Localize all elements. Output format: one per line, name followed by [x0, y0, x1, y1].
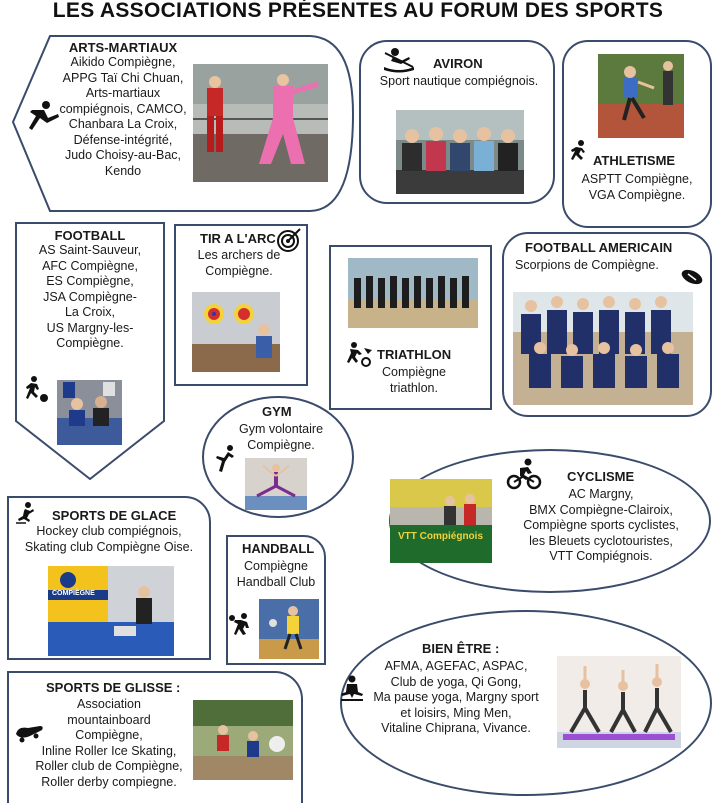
- bien-etre-line: Vitaline Chiprana, Vivance.: [381, 721, 531, 735]
- handball-line: Compiègne: [244, 559, 308, 573]
- sports-glisse-line: Inline Roller Ice Skating,: [41, 743, 177, 758]
- martial-arts-photo: [193, 64, 328, 182]
- archery-photo: [192, 292, 280, 372]
- meditation-icon: [339, 674, 365, 702]
- athletics-photo: [598, 54, 684, 138]
- arts-martiaux-line: compiégnois, CAMCO,: [59, 101, 187, 116]
- handball-photo: [259, 599, 319, 659]
- arts-martiaux-line: Arts-martiaux: [85, 86, 161, 100]
- sports-glisse-title: SPORTS DE GLISSE :: [46, 680, 181, 695]
- soccer-player-icon: [22, 376, 50, 404]
- football-line: ES Compiègne,: [46, 274, 134, 288]
- sports-glisse-line: Roller derby compiegne.: [41, 774, 177, 789]
- triathlon-title: TRIATHLON: [377, 347, 452, 362]
- bien-etre-line: AFMA, AGEFAC, ASPAC,: [384, 659, 528, 673]
- bien-etre-line: Ma pause yoga, Margny sport: [373, 690, 539, 704]
- karate-kick-icon: [26, 100, 60, 134]
- running-icon: [567, 140, 589, 162]
- sports-glisse-line: Compiègne,: [75, 728, 143, 742]
- football-americain-line: Scorpions de Compiègne.: [515, 258, 659, 272]
- cyclisme-line: BMX Compiègne-Clairoix,: [529, 502, 673, 517]
- triathlon-line: Compiègne: [382, 365, 446, 379]
- ice-sports-photo: [48, 566, 174, 656]
- aviron-title: AVIRON: [433, 56, 483, 71]
- rowing-photo: [396, 110, 524, 194]
- cyclisme-line: Compiègne sports cyclistes,: [523, 518, 679, 532]
- american-football-photo: [513, 292, 693, 405]
- handball-line: Handball Club: [236, 574, 316, 589]
- tir-arc-line: Compiègne.: [205, 263, 273, 278]
- football-title: FOOTBALL: [54, 228, 126, 243]
- sports-glisse-line: mountainboard: [67, 712, 151, 727]
- cyclisme-line: les Bleuets cyclotouristes,: [529, 533, 673, 548]
- sports-glace-title: SPORTS DE GLACE: [52, 508, 177, 523]
- football-line: AS Saint-Sauveur,: [38, 243, 142, 257]
- arts-martiaux-line: Judo Choisy-au-Bac,: [64, 148, 182, 162]
- football-photo: [57, 380, 122, 445]
- rowing-icon: [383, 47, 415, 73]
- sports-glisse-line: Association: [77, 697, 141, 711]
- arts-martiaux-line: APPG Taï Chi Chuan,: [62, 70, 184, 85]
- yoga-photo: [557, 656, 681, 748]
- athletisme-title: ATHLETISME: [593, 153, 676, 168]
- gym-title: GYM: [262, 404, 292, 419]
- cyclisme-title: CYCLISME: [567, 469, 635, 484]
- football-section: [20, 228, 160, 352]
- arts-martiaux-section: [48, 40, 198, 179]
- handball-title: HANDBALL: [242, 541, 315, 556]
- gymnastics-icon: [212, 444, 238, 474]
- handball-icon: [228, 612, 252, 640]
- arts-martiaux-line: Kendo: [104, 163, 142, 178]
- sports-glace-line: Hockey club compiégnois,: [36, 524, 182, 538]
- glace-banner-text: COMPIÈGNE: [52, 590, 95, 597]
- bien-etre-title: BIEN ÊTRE :: [422, 641, 500, 656]
- arts-martiaux-title: ARTS-MARTIAUX: [68, 40, 178, 55]
- cycling-banner-text: VTT Compiégnois: [398, 531, 483, 542]
- gliding-sports-photo: [193, 700, 293, 780]
- bien-etre-line: et loisirs, Ming Men,: [400, 705, 512, 720]
- arts-martiaux-line: Aikido Compiègne,: [70, 55, 176, 69]
- arts-martiaux-line: Défense-intégrité,: [73, 132, 173, 147]
- triathlon-photo: [348, 258, 478, 328]
- skateboard-icon: [14, 722, 44, 744]
- cyclist-icon: [506, 458, 542, 490]
- ice-skater-icon: [14, 502, 36, 524]
- football-line: La Croix,: [64, 305, 116, 319]
- aviron-line: Sport nautique compiégnois.: [379, 74, 539, 88]
- football-line: JSA Compiègne-: [43, 289, 137, 304]
- gym-line: Gym volontaire: [238, 422, 324, 436]
- football-line: US Margny-les-: [46, 320, 134, 335]
- arts-martiaux-line: Chanbara La Croix,: [68, 117, 178, 131]
- bien-etre-line: Club de yoga, Qi Gong,: [390, 674, 522, 689]
- tir-arc-title: TIR A L'ARC: [200, 231, 276, 246]
- gym-photo: [245, 458, 307, 510]
- cycling-photo: [390, 479, 492, 563]
- sports-glisse-line: Roller club de Compiègne,: [35, 759, 183, 773]
- football-line: Compiègne.: [56, 336, 124, 350]
- cyclisme-line: AC Margny,: [568, 487, 634, 501]
- cyclisme-line: VTT Compiégnois.: [549, 549, 653, 563]
- page-title: LES ASSOCIATIONS PRÉSENTES AU FORUM DES SPORTS: [52, 0, 664, 22]
- triathlon-line: triathlon.: [390, 380, 438, 395]
- gym-line: Compiègne.: [247, 437, 315, 452]
- football-line: AFC Compiègne,: [42, 258, 138, 273]
- athletisme-line: VGA Compiègne.: [588, 188, 686, 202]
- football-americain-title: FOOTBALL AMERICAIN: [525, 240, 673, 255]
- tir-arc-line: Les archers de: [197, 248, 281, 262]
- athletisme-line: ASPTT Compiègne,: [581, 172, 693, 186]
- american-football-icon: [680, 268, 704, 286]
- sports-glace-line: Skating club Compiègne Oise.: [24, 539, 194, 554]
